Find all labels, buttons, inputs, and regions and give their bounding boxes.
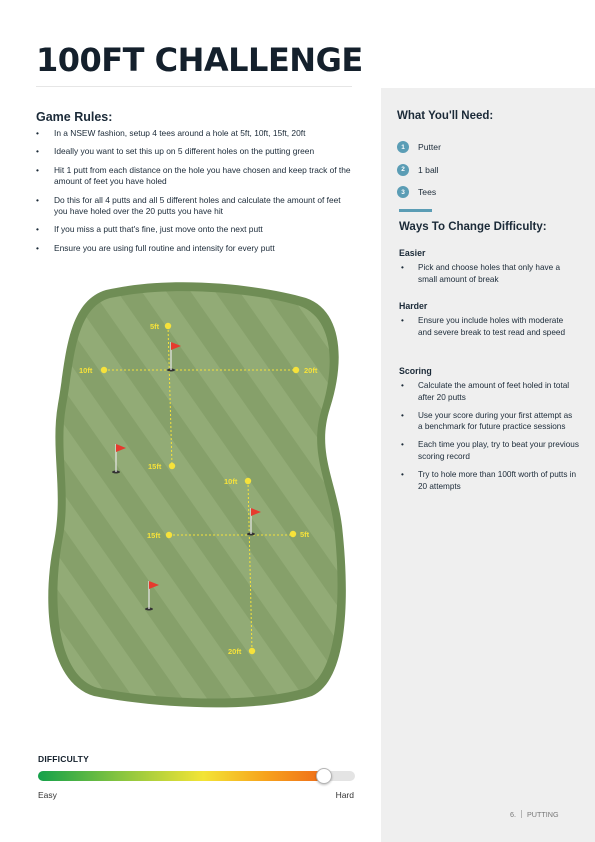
- rule-item: • Hit 1 putt from each distance on the hole you have chosen and keep track of the amount of feet you have holed: [36, 165, 354, 188]
- harder-section: [399, 301, 579, 345]
- section-name: PUTTING: [527, 810, 559, 819]
- rule-item: • Ideally you want to set this up on 5 different holes on the putting green: [36, 146, 354, 157]
- equipment-label: Tees: [418, 187, 437, 198]
- scoring-heading: Scoring: [399, 366, 432, 376]
- equipment-item: [397, 136, 441, 159]
- title-divider: [36, 86, 352, 87]
- tee-marker: [290, 531, 296, 537]
- difficulty-easy-label: Easy: [38, 790, 57, 800]
- what-you-need-heading: What You'll Need:: [397, 110, 494, 122]
- page-footer: [510, 810, 559, 819]
- tip-item: • Ensure you include holes with moderate and severe break to test read and speed: [399, 315, 579, 339]
- distance-label: 15ft: [147, 531, 161, 540]
- rule-item: • Do this for all 4 putts and all 5 different holes and calculate the amount of feet you have holed over the 20 putts you have hit: [36, 195, 354, 218]
- easier-section: [399, 248, 579, 292]
- difficulty-meter: [38, 754, 356, 800]
- footer-separator: [521, 810, 522, 818]
- equipment-label: Putter: [418, 142, 441, 153]
- distance-label: 10ft: [79, 366, 93, 375]
- tee-marker: [245, 478, 251, 484]
- tip-item: • Use your score during your first attempt as a benchmark for future practice sessions: [399, 410, 579, 434]
- green-surface: [57, 291, 337, 698]
- number-badge: 2: [397, 164, 409, 176]
- equipment-list: [397, 136, 441, 204]
- game-rules-heading: Game Rules:: [36, 110, 113, 124]
- distance-label: 20ft: [304, 366, 318, 375]
- tip-item: • Each time you play, try to beat your previous scoring record: [399, 439, 579, 463]
- harder-heading: Harder: [399, 301, 428, 311]
- game-rules-list: [36, 128, 354, 261]
- tee-marker: [169, 463, 175, 469]
- page-number: 6.: [510, 810, 516, 819]
- distance-label: 15ft: [148, 462, 162, 471]
- change-difficulty-heading: Ways To Change Difficulty:: [399, 221, 547, 233]
- difficulty-label: DIFFICULTY: [38, 754, 89, 764]
- tip-item: • Pick and choose holes that only have a small amount of break: [399, 262, 579, 286]
- equipment-label: 1 ball: [418, 164, 439, 175]
- accent-divider: [399, 209, 432, 212]
- rule-item: • In a NSEW fashion, setup 4 tees around a hole at 5ft, 10ft, 15ft, 20ft: [36, 128, 354, 139]
- tee-marker: [165, 323, 171, 329]
- equipment-item: [397, 159, 441, 182]
- number-badge: 3: [397, 186, 409, 198]
- tee-marker: [101, 367, 107, 373]
- rule-item: • Ensure you are using full routine and intensity for every putt: [36, 243, 354, 254]
- distance-label: 5ft: [300, 530, 310, 539]
- rule-item: • If you miss a putt that's fine, just move onto the next putt: [36, 224, 354, 235]
- tee-marker: [249, 648, 255, 654]
- putting-green-diagram: [36, 280, 356, 708]
- tip-item: • Try to hole more than 100ft worth of putts in 20 attempts: [399, 469, 579, 493]
- page-title: 100FT CHALLENGE: [36, 41, 363, 79]
- tee-marker: [293, 367, 299, 373]
- distance-label: 20ft: [228, 647, 242, 656]
- tip-item: • Calculate the amount of feet holed in total after 20 putts: [399, 380, 579, 404]
- sidebar-panel: [381, 88, 595, 842]
- difficulty-knob: [316, 768, 332, 784]
- distance-label: 10ft: [224, 477, 238, 486]
- tee-marker: [166, 532, 172, 538]
- putting-green-svg: [36, 280, 356, 708]
- scoring-section: [399, 366, 579, 498]
- number-badge: 1: [397, 141, 409, 153]
- difficulty-fill: [38, 771, 323, 781]
- difficulty-track: [38, 771, 355, 781]
- difficulty-hard-label: Hard: [335, 790, 354, 800]
- easier-heading: Easier: [399, 248, 426, 258]
- equipment-item: [397, 181, 441, 204]
- distance-label: 5ft: [150, 322, 160, 331]
